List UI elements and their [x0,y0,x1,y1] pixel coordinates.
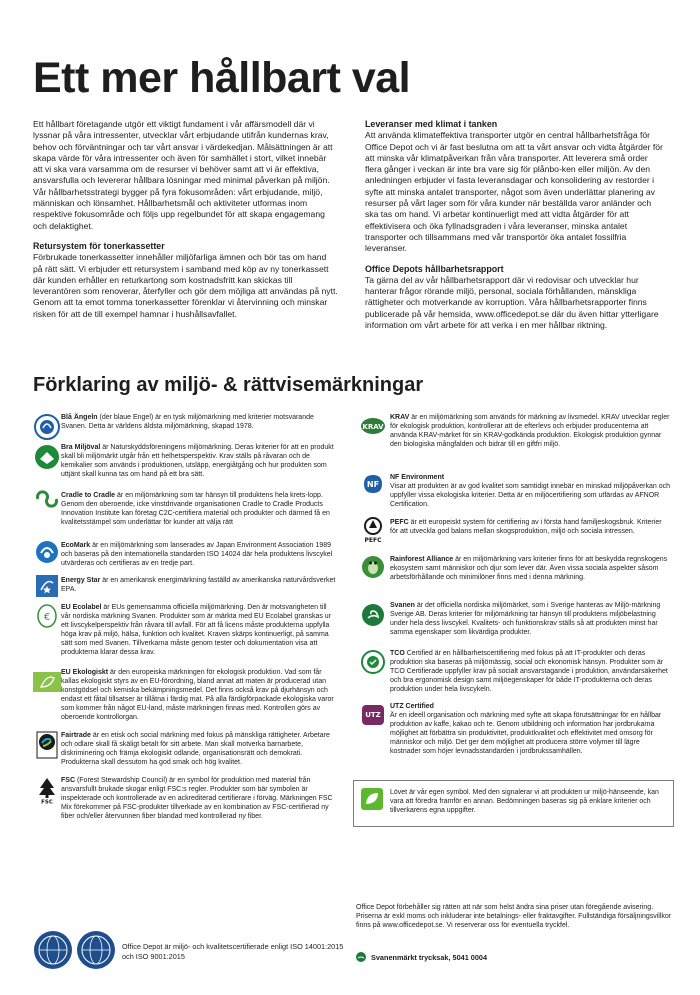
label-desc-cradle-to-cradle: Cradle to Cradle är en miljömärkning som tar hänsyn till produktens hela krets-lopp. Genom den oberoende, icke vinstdrivande organisationen Cradle to Cradle Products Innovation Institute kan företag C2C-certifiera material och produkter och därmed få en kvalitetsstämpel som underlättar för kunder att välja rätt [61,492,330,526]
price-disclaimer: Office Depot förbehåller sig rätten att när som helst ändra sina priser utan föregående avisering. Priserna är exkl moms och inkluderar inte betalnings- eller fraktavgifter. Fullständiga försäljningsvillkor finns på www.officedepot.se. Vi reserverar oss för eventuella tryckfel. [356,904,672,929]
tco-certified-icon [353,648,393,676]
iso-9001-seal-icon [76,930,116,970]
label-desc-krav: KRAV är en miljömärkning som används för märkning av livsmedel. KRAV utvecklar regler för ekologisk produktion, kontrollerar att de efterlevs och erbjuder producenterna att använda KRAV-märket för sin KRAV-godkända produktion. Ekologisk produktion gynnar den biologiska mångfalden och bidrar till en giftfri miljö. [390,414,670,448]
label-desc-fsc: FSC (Forest Stewardship Council) är en symbol för produktion med material från ansvarsfullt brukade skogar enligt FSC:s regler. Produkter som bär symbolen är inspekterade och kontrollerade av en ackrediterad certifierare i förväg. Märkningen FSC Mix förekommer på FSC-produkter tillverkade av en kombination av FSC-certifierad ny fiber och/eller återvunnen fiber blandad med kontrollerad ny fiber. [61,777,333,820]
label-desc-bra-miljoval: Bra Miljöval är Naturskyddsföreningens miljömärkning. Deras kriterier för att en produkt skall bli miljömärkt utgår från ett helhetsperspektiv. Krav ställs på råvaran och de kemikalier som används i produktionen, utsläpp, energiåtgång och hur produkten som uttjänt skall kunna tas om hand på ett bra sätt. [61,444,334,478]
labels-section-title: Förklaring av miljö- & rättvisemärkningar [33,374,424,396]
svg-text:€: € [43,612,51,623]
climate-paragraph: Att använda klimateffektiva transporter utgör en central hållbarhetsfråga för Office Depot och vi är fast beslutna om att ta vårt ansvar och vidta åtgärder för att minska vår klimatpåverkan från våra transporter. Att leverera små order flera gånger i veckan är inte bra vare sig för plånbo-ken eller miljön. Av den anledningen erbjuder vi fasta leveransdagar och konsolidering av restorder i syfte att minska antalet transporter, något som även underlättar planering av resurser på vårt lager som för våra kunder när beställda varor anländer och ska tas om hand. Vi arbetar kontinuerligt med att vidta åtgärder för att effektivisera och öka fyllnadsgraden i våra leveranser, minska antalet transporter och tillsammans med vår transportör öka antalet fossilfria leveranser. [365,130,663,254]
right-column [365,119,665,340]
label-desc-pefc: PEFC är ett europeiskt system för certifiering av i första hand familjeskogsbruk. Kriterier för att utveckla god balans mellan skogsproduktion, miljö och sociala intressen. [390,519,662,535]
small-swan-icon [356,952,366,962]
intro-paragraph: Ett hållbart företagande utgör ett viktigt fundament i vår affärsmodell där vi lyssnar på våra intressenter, utvecklar vårt erbjudande utifrån kundernas krav, behov och förväntningar och tar vårt ansvar i värdekedjan. Målsättningen är att skapa värde för våra intressenter och även för samhället i stort, vilket innebär att vi ska vara varsamma om de resurser vi behöver samt att vi är effektiva, ansvarsfulla och levererar hållbara lösningar med minimal påverkan på miljön. Vår hållbarhetsstrategi bygger på fyra fokusområden: vårt erbjudande, miljö, människan och lönsamhet. Hållbarhetsmål och aktiviteter utformas inom respektive fokusområde och följs upp regelbundet för att skapa engagemang och delaktighet. [33,119,333,231]
pefc-tree-icon [353,516,393,544]
label-desc-rainforest-alliance: Rainforest Alliance är en miljömärkning vars kriterier finns för att beskydda regnskogens ekosystem samt människor och djur som lever där. Även vissa sociala aspekter såsom arbetsförhållande och minimilöner finns med i denna märkning. [390,556,668,581]
label-desc-svanen: Svanen är det officiella nordiska miljömärket, som i Sverige hanteras av Miljö-märkning Sverige AB. Deras kriterier för miljömärkning tar hänsyn till produktens miljöbelastning under hela dess livscykel. Kvalitets- och funktionskrav ställs så att produkten minst har samma egenskaper som likvärdiga produkter. [390,602,661,636]
utz-certified-icon [353,701,393,729]
toner-heading: Retursystem för tonerkassetter [33,240,165,251]
left-column [33,119,338,329]
leaf-symbol-text: Lövet är vår egen symbol. Med den signalerar vi att produkten ur miljö-hänseende, kan vara att föredra framför en annan. Bedömningen baseras sig på enklare kriterier och tillverkarens egna uppgifter. [390,789,659,814]
rainforest-frog-icon [353,553,393,581]
svg-text:PEFC: PEFC [364,537,382,544]
label-desc-eu-organic: EU Ekologiskt är den europeiska märkningen för ekologisk produktion. Vad som får kallas ekologiskt styrs av en EU-förordning, bland annat att maten är producerad utan konstgödsel och kemiska bekämpningsmedel. Det finns också krav på djurhänsyn och endast ett fåtal tillsatser är tillåtna i färdig mat. På alla färdigförpackade ekologiska varor som kommer från något EU-land, måste märkningen finnas med. Kontrollen görs av oberoende kontrollorgan. [61,669,334,721]
label-desc-utz: UTZ Certified Är en ideell organisation och märkning med syfte att skapa förutsättningar för en hållbar produktion av kaffe, kakao och te. Genom utbildning och information har jordbrukarna möjlighet att förbättra sin produktivitet, produktkvalitet och effektivitet med omsorg för människor och miljö. Det ger dem möjlighet att producera större volymer till lägre kostnader som höjer levnadsstandarden i jordbrukssamhällen. [390,703,662,755]
iso-certification-text: Office Depot är miljö- och kvalitetscertifierade enligt ISO 14001:2015 och ISO 9001:2015 [122,942,344,961]
report-heading: Office Depots hållbarhetsrapport [365,263,504,274]
swan-print-mark: Svanenmärkt trycksak, 5041 0004 [356,952,487,962]
label-desc-fairtrade: Fairtrade är en etisk och social märkning med fokus på mänskliga rättigheter. Arbetare och odlare skall få skäligt betalt för sitt arbete. Man skall motverka barnarbete, diskriminering och främja ekologiskt odlande, organisationsrätt och demokrati. Produkterna skall dessutom ha god smak och hög kvalitet. [61,732,330,766]
nordic-swan-icon [353,601,393,629]
nf-environment-icon [353,470,393,498]
climate-heading: Leveranser med klimat i tanken [365,119,498,129]
label-desc-nf-environment: NF Environment Visar att produkten är av god kvalitet som samtidigt innebär en minskad miljöpåverkan och uppfyller vissa ekologiska kriterier. Detta är en miljöcertifiering som utfärdas av AFNOR Certification. [390,474,671,508]
page-title: Ett mer hållbart val [33,54,411,102]
label-desc-blue-angel: Blå Ängeln (der blaue Engel) är en tysk miljömärkning med kriterier motsvarande Svanen. Detta är världens äldsta miljömärkning, skapad 1978. [61,414,314,430]
label-desc-ecomark: EcoMark är en miljömärkning som lanserades av Japan Environment Association 1989 och baseras på den internationella standarden ISO 14024 där hela produktens livscykel utvärderas och certifieras av en tredje part. [61,542,333,567]
svg-text:NF: NF [366,480,380,489]
svg-text:FSC: FSC [41,799,53,804]
report-paragraph: Ta gärna del av vår hållbarhetsrapport där vi redovisar och utvecklar hur hanterar frågor rörande miljö, personal, sociala förhållanden, mänskliga rättigheter och motverkande av korruption. Våra hållbarhetsrapporter finns publicerade på vår hemsida, www.officedepot.se där du även hittar ytterligare information om vårt arbete för att verka i en mer hållbar riktning. [365,274,659,331]
label-desc-tco: TCO Certified är en hållbarhetscertifiering med fokus på att IT-produkter och deras produktion ska baseras på miljömässig, social och ekonomisk hänsyn. Produkter som är TCO Certifierade uppfyller krav på socialt ansvarstagande i produktion, användarsäkerhet och bra ergonomisk design samt miljöegenskaper för både IT-produkterna och deras produktion under hela livscykeln. [390,650,668,693]
label-desc-energy-star: Energy Star är en amerikansk energimärkning faställd av amerikanska naturvårdsverket EPA. [61,577,336,593]
iso-14001-seal-icon [33,930,73,970]
svg-text:UTZ: UTZ [365,711,381,719]
svg-text:KRAV: KRAV [362,423,384,431]
green-leaf-icon [361,788,383,810]
toner-paragraph: Förbrukade tonerkassetter innehåller miljöfarliga ämnen och bör tas om hand på rätt sätt. Vi erbjuder ett retursystem i samband med köp av ny tonerkassett där kunden erhåller en returkartong som kostnadsfritt kan skickas till leverantören som renoverar, återfyller och gör dem möjliga att användas på nytt. Genom att ta emot tomma tonerkassetter förenklar vi återvinning och minskar risken för att de till exempel hamnar i hushållsavfallet. [33,252,338,319]
krav-icon [353,412,393,440]
label-desc-eu-ecolabel: EU Ecolabel är EUs gemensamma officiella miljömärkning. Den är motsvarigheten till vår nordiska märkning Svanen. Produkter som är märkta med EU Ecolabel granskas ur ett livscykelperspektiv från råvara till avfall. För att få licens måste produkterna uppfylla höga krav på miljö, hälsa, funktion och kvalitet. Kraven skärps kontinuerligt, på samma sätt som med Svanen. Tillverkarna måste genom tester och dokumentation visa att produkterna klarar dessa krav. [61,604,332,656]
